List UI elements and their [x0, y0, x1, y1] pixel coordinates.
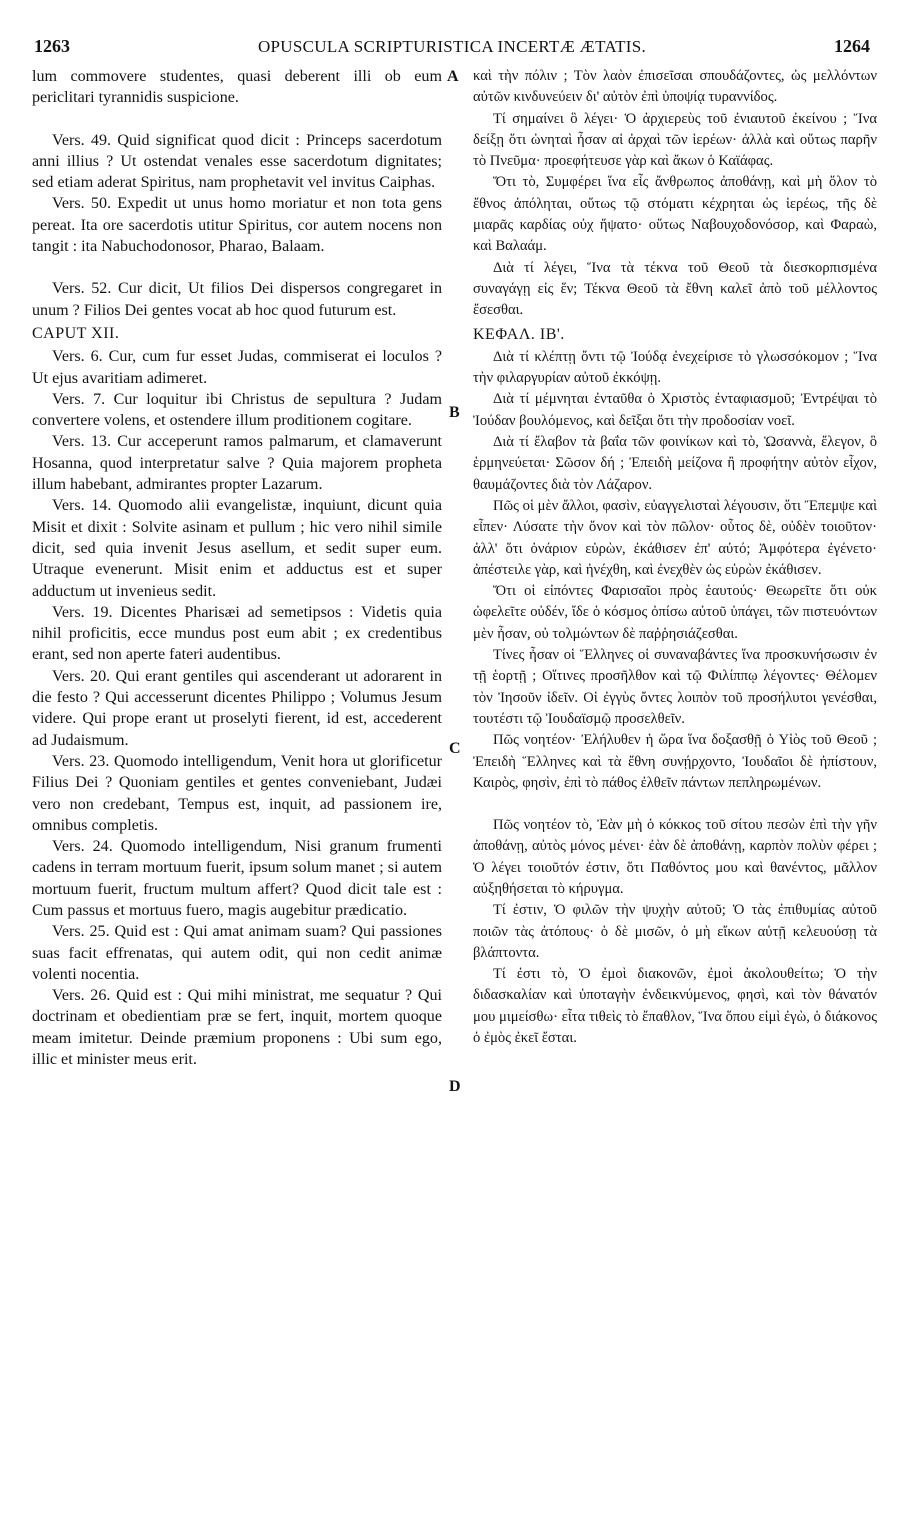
- greek-paragraph: Πῶς οἱ μὲν ἄλλοι, φασὶν, εὐαγγελισταὶ λέγουσιν, ὅτι Ἔπεμψε καὶ εἶπεν· Λύσατε τὴν ὄνον καὶ τὸν πῶλον· οὗτος δὲ, οὐδὲν τοιοῦτον· ἀλλ' ὅτι ὀνάριον εὑρὼν, ἐκάθισεν ἐπ' αὐτό; Ἀμφότερα ἐγένετο· ἀπέστειλε γὰρ, καὶ ἠνέχθη, καὶ ἐνεχθὲν ὡς εὑρὼν ἐκάθισεν.: [473, 497, 877, 578]
- latin-paragraph: Vers. 20. Qui erant gentiles qui ascenderant ut adorarent in die festo ? Qui accesserunt dicentes Philippo ; Volumus Jesum videre. Qui prope erant ut proselyti fierent, id est, accederent ad Judaismum.: [32, 667, 442, 749]
- margin-marker-c: C: [449, 740, 461, 757]
- latin-paragraph: Vers. 25. Quid est : Qui amat animam suam? Qui passiones suas facit effrenatas, qui autem odit, qui non cedit animæ volenti nocentia.: [32, 923, 442, 983]
- margin-marker-a: A: [447, 68, 459, 85]
- latin-paragraph: Vers. 50. Expedit ut unus homo moriatur et non tota gens pereat. Ita ore sacerdotis utitur Spiritus, cor autem nocens non tangit : ita Nabuchodonosor, Pharao, Balaam.: [32, 195, 442, 256]
- latin-column: [32, 66, 442, 1070]
- latin-paragraph: Vers. 26. Quid est : Qui mihi ministrat, me sequatur ? Qui doctrinam et obedientiam præ se fert, inquit, mortem quoque meam imitetur. Deinde præmium proponens : Ubi sum ego, illic et minister meus erit.: [32, 987, 442, 1069]
- latin-paragraph: Vers. 49. Quid significat quod dicit : Princeps sacerdotum anni illius ? Ut ostendat venales esse sacerdotum dignitates; sed etiam aderat Spiritus, nam prophetavit vel invitus Caiphas.: [32, 131, 442, 192]
- greek-paragraph: Πῶς νοητέον· Ἐλήλυθεν ἡ ὥρα ἵνα δοξασθῇ ὁ Υἱὸς τοῦ Θεοῦ ; Ἐπειδὴ Ἕλληνες καὶ τὰ ἔθνη συνῄρχοντο, Ἰουδαῖοι δὲ ἠπίστουν, Καιρὸς, φησὶν, ἐπὶ τὸ πάθος ἐλθεῖν πάντων πεπληρωμένων.: [473, 732, 877, 791]
- latin-paragraph: Vers. 6. Cur, cum fur esset Judas, commiserat ei loculos ? Ut ejus avaritiam adimeret.: [32, 348, 442, 387]
- latin-paragraph: Vers. 19. Dicentes Pharisæi ad semetipsos : Videtis quia nihil proficitis, ecce mundus post eum abit ; ex credentibus erant, sed non aperte fateri audentibus.: [32, 603, 442, 664]
- latin-paragraph: lum commovere studentes, quasi deberent illi ob eum periclitari tyrannidis suspicione.: [32, 68, 442, 107]
- latin-paragraph: Vers. 52. Cur dicit, Ut filios Dei dispersos congregaret in unum ? Filios Dei gentes vocat ab hoc quod futurum est.: [32, 280, 442, 319]
- greek-paragraph: Τίνες ἦσαν οἱ Ἕλληνες οἱ συναναβάντες ἵνα προσκυνήσωσιν ἐν τῇ ἑορτῇ ; Οἵτινες προσῆλθον καὶ τῷ Φιλίππῳ λέγοντες· Θέλομεν τὸν Ἰησοῦν ἰδεῖν. Οἱ ἐγγὺς ὄντες λοιπὸν τοῦ προσήλυτοι γενέσθαι, τουτέστι τῷ Ἰουδαϊσμῷ προσελθεῖν.: [473, 647, 877, 727]
- margin-marker-b: B: [449, 404, 460, 421]
- chapter-heading-latin: CAPUT XII.: [32, 324, 120, 342]
- page-number-left: 1263: [34, 36, 70, 56]
- greek-paragraph: Διὰ τί κλέπτῃ ὄντι τῷ Ἰούδᾳ ἐνεχείρισε τὸ γλωσσόκομον ; Ἵνα τὴν φιλαργυρίαν αὐτοῦ ἐκκόψῃ.: [473, 348, 877, 387]
- greek-paragraph: καὶ τὴν πόλιν ; Τὸν λαὸν ἐπισεῖσαι σπουδάζοντες, ὡς μελλόντων αὐτῶν κινδυνεύειν δι' αὐτὸν ἐπὶ ὑποψίᾳ τυραννίδος.: [473, 68, 877, 106]
- chapter-heading-greek: ΚΕΦΑΛ. ΙΒ'.: [473, 325, 565, 343]
- latin-paragraph: Vers. 24. Quomodo intelligendum, Nisi granum frumenti cadens in terram mortuum fuerit, ipsum solum manet ; si autem mortuum fuerit, fructum multum affert? Quod dicit tale est : Cum passus et mortuus fuero, magis augebitur prædicatio.: [32, 838, 442, 919]
- latin-paragraph: Vers. 13. Cur acceperunt ramos palmarum, et clamaverunt Hosanna, quod interpretatur salve ? Quia majorem propheta illum habebant, admirantes propter Lazarum.: [32, 433, 442, 494]
- page-number-right: 1264: [834, 36, 870, 56]
- greek-paragraph: Ὅτι οἱ εἰπόντες Φαρισαῖοι πρὸς ἑαυτούς· Θεωρεῖτε ὅτι οὐκ ὠφελεῖτε οὐδέν, ἴδε ὁ κόσμος ὀπίσω αὐτοῦ ὑπάγει, τῶν πιστευόντων μὲν ἦσαν, οὐ τολμώντων δὲ παῤῥησιάζεσθαι.: [473, 583, 877, 642]
- greek-paragraph: Πῶς νοητέον τὸ, Ἐὰν μὴ ὁ κόκκος τοῦ σίτου πεσὼν ἐπὶ τὴν γῆν ἀποθάνῃ, αὐτὸς μόνος μένει· ἐὰν δὲ ἀποθάνῃ, καρπὸν πολὺν φέρει ; Ὁ λέγει τοιοῦτόν ἐστιν, ὅτι Παθόντος μου καὶ θανέντος, μᾶλλον αὐξηθήσεται τὸ κήρυγμα.: [473, 817, 877, 897]
- greek-paragraph: Τί ἐστι τὸ, Ὁ ἐμοὶ διακονῶν, ἐμοὶ ἀκολουθείτω; Ὁ τὴν διδασκαλίαν καὶ ὑποταγὴν ἐνδεικνύμενος, φησὶ, καὶ τὸν θάνατόν μου μιμείσθω· εἶτα τιθεὶς τὸ ἔπαθλον, Ἵνα ὅπου εἰμὶ ἐγὼ, ὁ διάκονος ὁ ἐμὸς ἐκεῖ ἔσται.: [473, 966, 877, 1047]
- margin-marker-d: D: [449, 1078, 461, 1095]
- latin-paragraph: Vers. 23. Quomodo intelligendum, Venit hora ut glorificetur Filius Dei ? Quoniam gentiles et gentes conveniebant, Judæi vero non credebant, Tempus est, inquit, ad passionem ire, omnibus completis.: [32, 752, 442, 834]
- greek-paragraph: Διὰ τί λέγει, Ἵνα τὰ τέκνα τοῦ Θεοῦ τὰ διεσκορπισμένα συναγάγῃ εἰς ἕν; Τέκνα Θεοῦ τὰ ἔθνη καλεῖ ἀπὸ τοῦ μέλλοντος ἔσεσθαι.: [473, 259, 877, 319]
- page-header: [30, 36, 874, 66]
- greek-paragraph: Τί ἐστιν, Ὁ φιλῶν τὴν ψυχὴν αὐτοῦ; Ὁ τὰς ἐπιθυμίας αὐτοῦ ποιῶν τὰς ἀτόπους· ὁ δὲ μισῶν, ὁ μὴ εἴκων αὐτῇ κελευούσῃ τὰ βλάπτοντα.: [473, 902, 877, 961]
- latin-paragraph: Vers. 14. Quomodo alii evangelistæ, inquiunt, dicunt quia Misit et dixit : Solvite asinam et pullum ; hic vero nihil simile dicit, sed quia invenit Jesus asellum, et sedit super eum. Utraque evenerunt. Misit enim et adductus est et super adductum ut invenieus sedit.: [32, 497, 442, 600]
- greek-column: [473, 66, 877, 1049]
- greek-paragraph: Διὰ τί μέμνηται ἐνταῦθα ὁ Χριστὸς ἐνταφιασμοῦ; Ἐντρέψαι τὸ Ἰούδαν βουλόμενος, καὶ δεῖξαι ὅτι τὴν προδοσίαν νοεῖ.: [473, 391, 877, 429]
- running-title: OPUSCULA SCRIPTURISTICA INCERTÆ ÆTATIS.: [257, 37, 647, 56]
- greek-paragraph: Διὰ τί ἔλαβον τὰ βαΐα τῶν φοινίκων καὶ τὸ, Ὡσαννὰ, ἔλεγον, ὃ ἑρμηνεύεται· Σῶσον δή ; Ἐπειδὴ μείζονα ἢ προφήτην αὐτὸν εἶχον, θαυμάζοντες διὰ τὸν Λάζαρον.: [473, 434, 877, 493]
- latin-paragraph: Vers. 7. Cur loquitur ibi Christus de sepultura ? Judam convertere volens, et ostendere illum proditionem cogitare.: [32, 390, 442, 430]
- greek-paragraph: Τί σημαίνει ὃ λέγει· Ὁ ἀρχιερεὺς τοῦ ἐνιαυτοῦ ἐκείνου ; Ἵνα δείξῃ ὅτι ὠνηταὶ ἦσαν αἱ ἀρχαὶ τῶν ἱερέων· ἀλλὰ καὶ οὕτως παρῆν τὸ Πνεῦμα· προεφήτευσε γὰρ καὶ ἄκων ὁ Καϊάφας.: [473, 110, 877, 170]
- greek-paragraph: Ὅτι τὸ, Συμφέρει ἵνα εἷς ἄνθρωπος ἀποθάνῃ, καὶ μὴ ὅλον τὸ ἔθνος ἀπόληται, οὕτως τῷ στόματι κέχρηται ὡς ἱερέως, τῆς δὲ μιαρᾶς καρδίας οὐχ ἥψατο· οὕτως Ναβουχοδονόσορ, καὶ Φαραὼ, καὶ Βαλαάμ.: [473, 174, 877, 255]
